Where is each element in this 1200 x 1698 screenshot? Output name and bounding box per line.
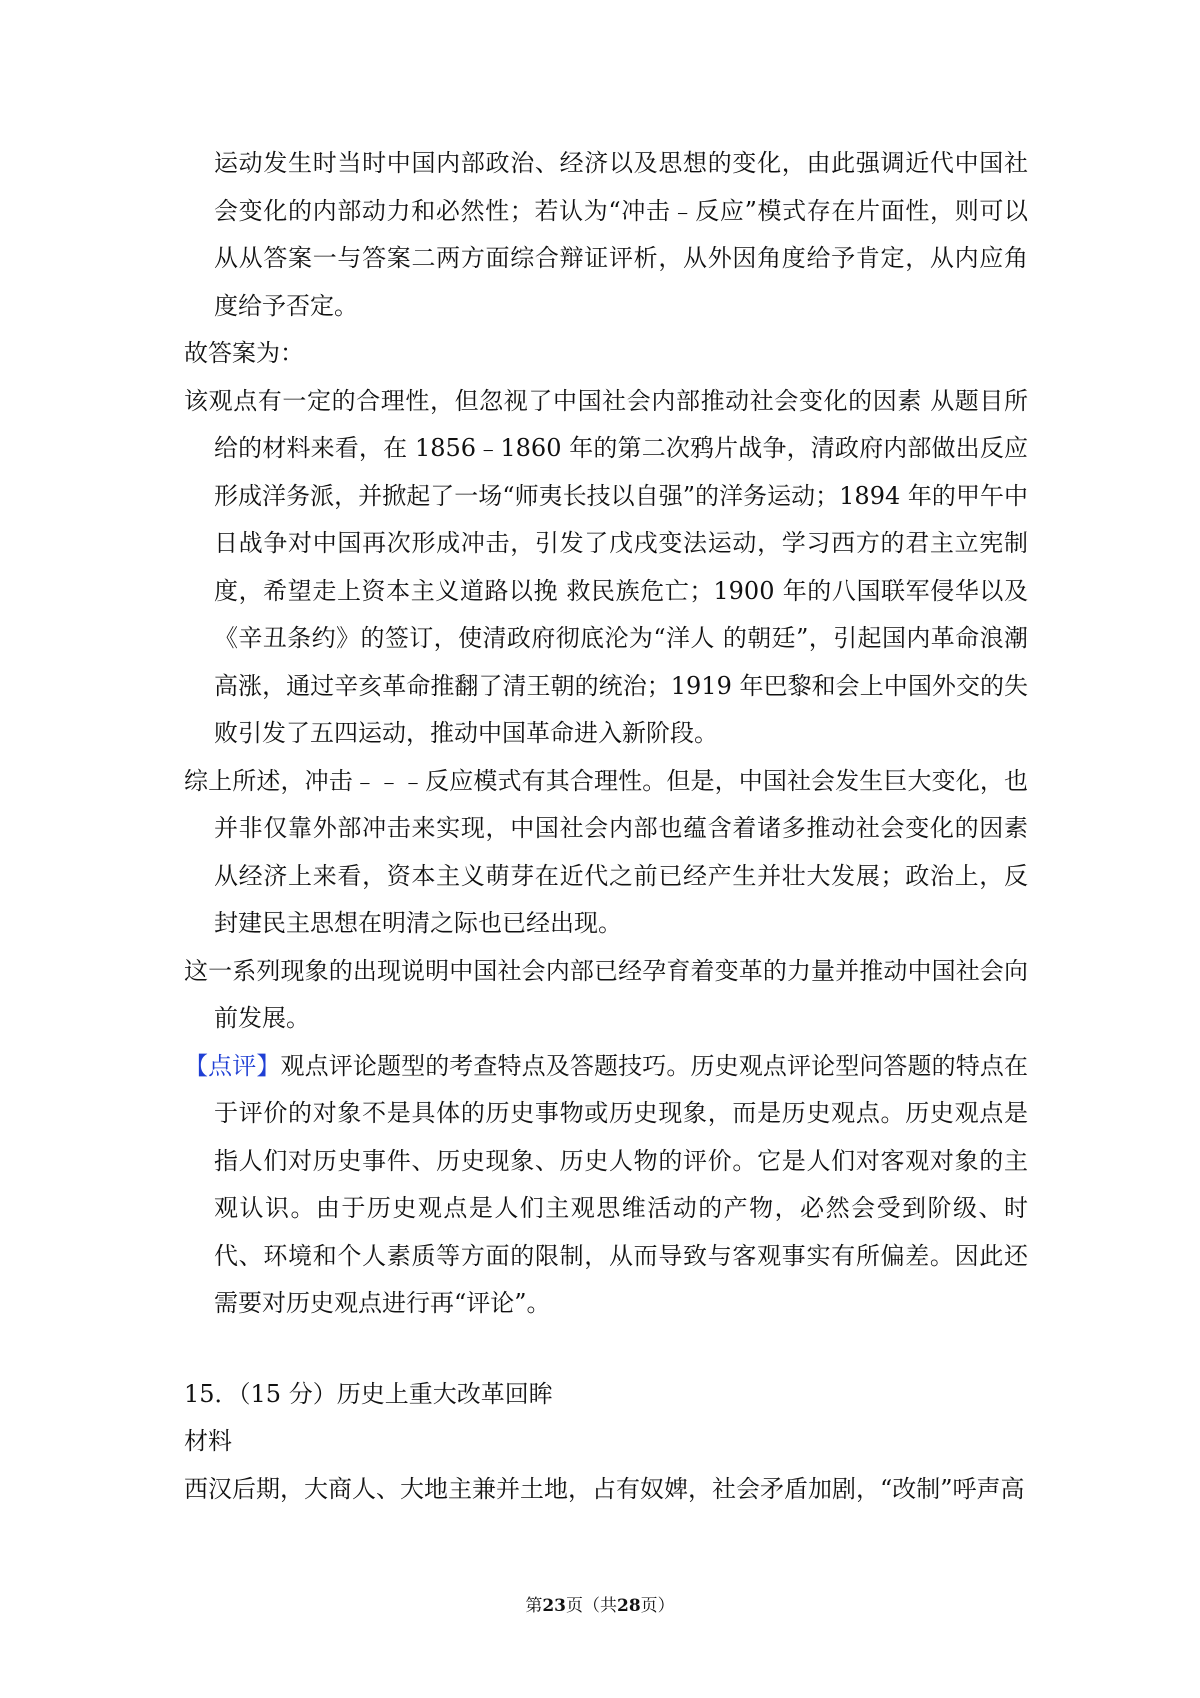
comment-paragraph [184, 1043, 1028, 1328]
answer-label: 故答案为： [184, 339, 304, 367]
material-text: 西汉后期，大商人、大地主兼并土地，占有奴婢，社会矛盾加剧，“改制”呼声高 [184, 1474, 1025, 1503]
footer-suffix: 页） [640, 1596, 675, 1616]
answer-paragraph-2: 综上所述，冲击﹣﹣﹣反应模式有其合理性。但是，中国社会发生巨大变化，也并非仅靠外部冲击来实现，中国社会内部也蕴含着诸多推动社会变化的因素 从经济上来看，资本主义萌芽在近代之前已经产生并壮大发展；政治上，反封建民主思想在明清之际也已经出现。 [184, 766, 1028, 937]
question-15-title: 15．（15 分）历史上重大改革回眸 [184, 1379, 553, 1408]
comment-text: 观点评论题型的考查特点及答题技巧。历史观点评论型问答题的特点在于评价的对象不是具体的历史事物或历史现象，而是历史观点。历史观点是指人们对历史事件、历史现象、历史人物的评价。它是人们对客观对象的主观认识。由于历史观点是人们主观思维活动的产物，必然会受到阶级、时代、环境和个人素质等方面的限制，从而导致与客观事实有所偏差。因此还需要对历史观点进行再“评论”。 [214, 1051, 1029, 1317]
spacer [184, 1328, 1028, 1371]
answer-continuation: 运动发生时当时中国内部政治、经济以及思想的变化，由此强调近代中国社会变化的内部动力和必然性；若认为“冲击﹣反应”模式存在片面性，则可以从从答案一与答案二两方面综合辩证评析，从外因角度给予肯定，从内应角度给予否定。 [214, 149, 1028, 320]
page-footer [0, 1594, 1200, 1618]
total-page-number: 28 [617, 1596, 641, 1616]
material-label: 材料 [184, 1427, 232, 1455]
footer-prefix: 第 [525, 1596, 543, 1616]
current-page-number: 23 [542, 1596, 566, 1616]
footer-middle: 页（共 [566, 1596, 617, 1616]
document-body [184, 140, 1028, 1513]
answer-paragraph-3: 这一系列现象的出现说明中国社会内部已经孕育着变革的力量并推动中国社会向前发展。 [184, 956, 1028, 1032]
answer-paragraph-1: 该观点有一定的合理性，但忽视了中国社会内部推动社会变化的因素 从题目所给的材料来看，在 1856﹣1860 年的第二次鸦片战争，清政府内部做出反应形成洋务派，并掀起了一场“师夷长技以自强”的洋务运动；1894 年的甲午中日战争对中国再次形成冲击，引发了戊戌变法运动，学习西方的君主立宪制度，希望走上资本主义道路以挽 救民族危亡；1900 年的八国联军侵华以及《辛丑条约》的签订，使清政府彻底沦为“洋人 的朝廷”，引起国内革命浪潮高涨，通过辛亥革命推翻了清王朝的统治；1919 年巴黎和会上中国外交的失败引发了五四运动，推动中国革命进入新阶段。 [184, 386, 1028, 747]
comment-label: 【点评】 [184, 1051, 281, 1080]
